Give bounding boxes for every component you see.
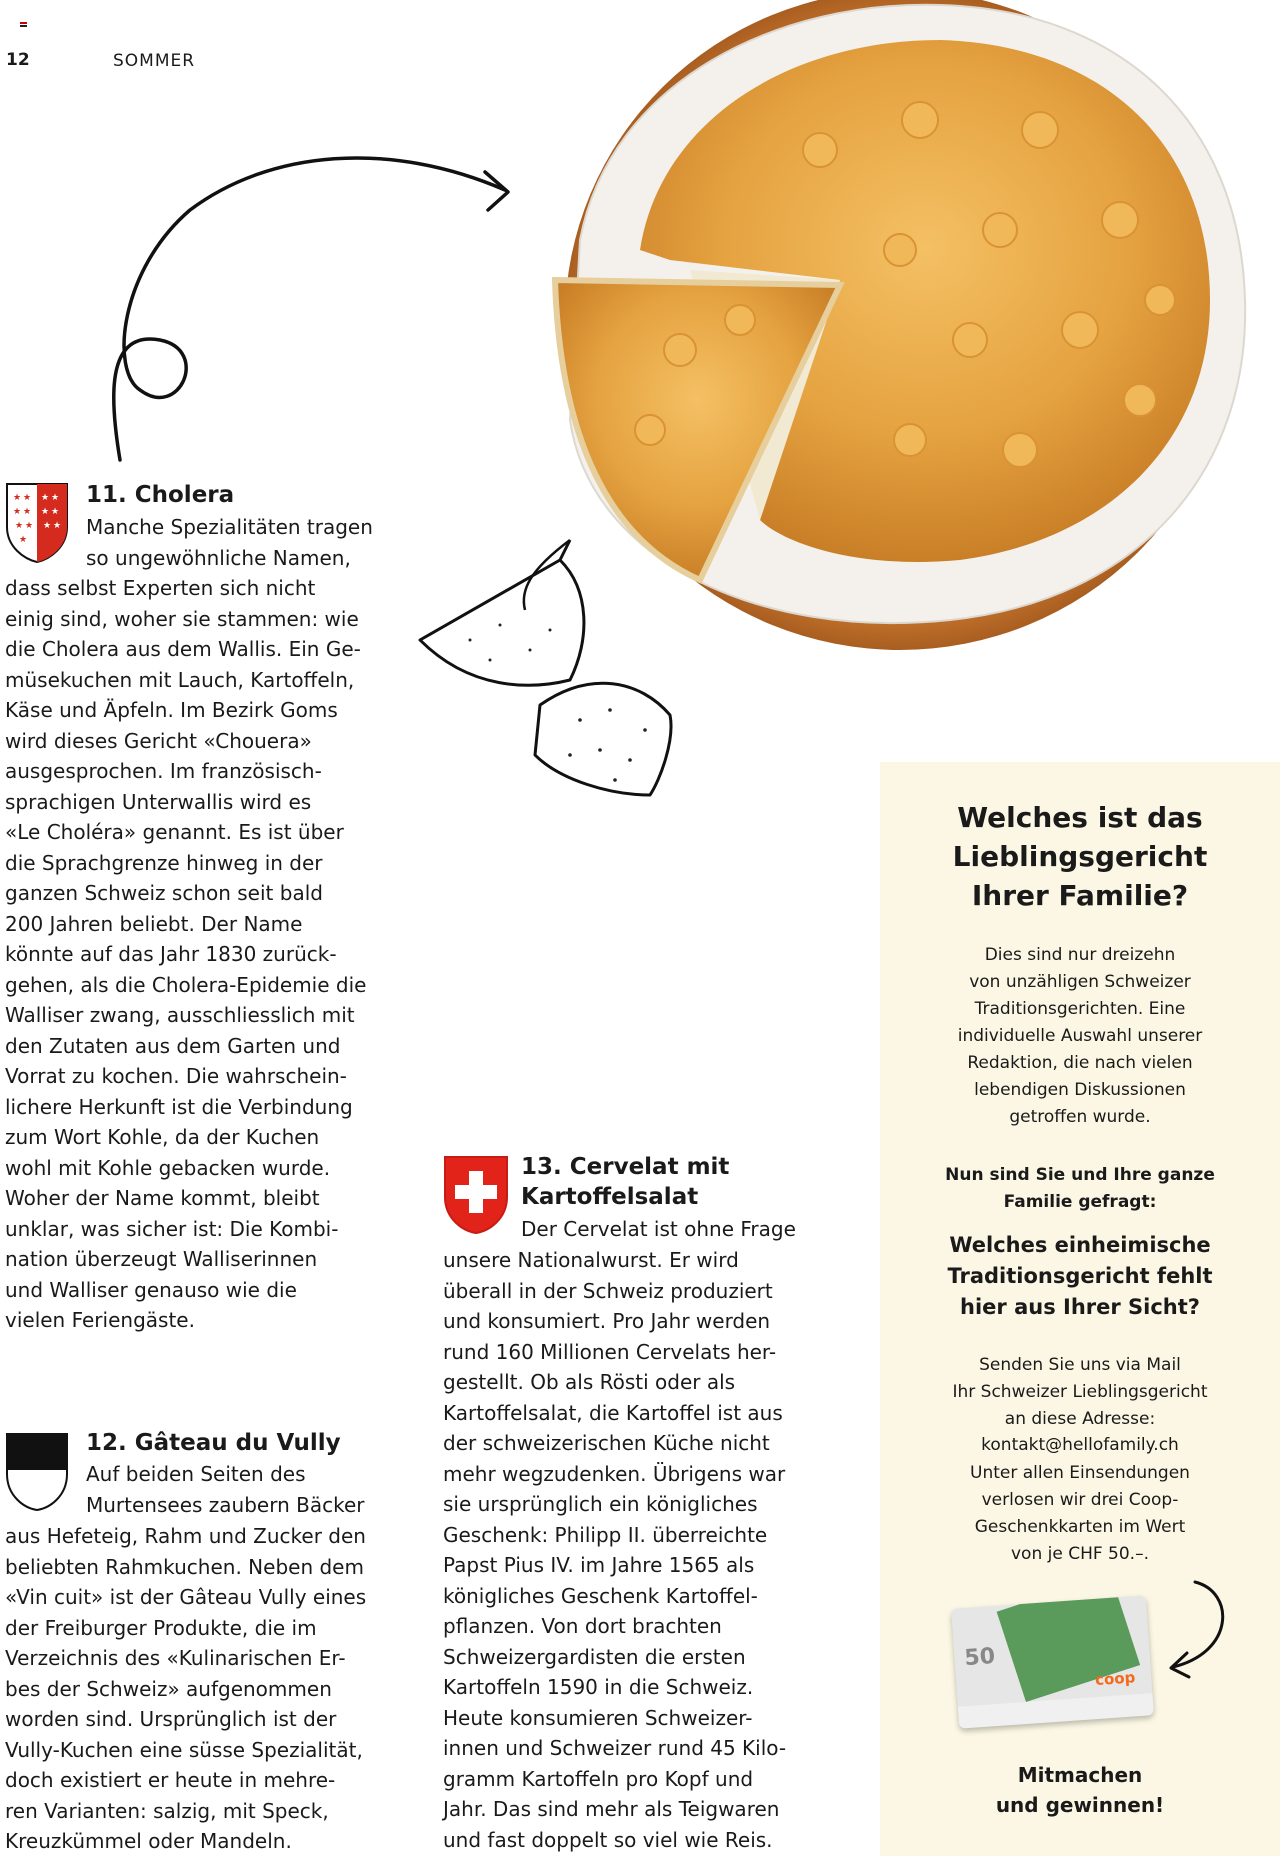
- svg-text:★: ★: [53, 521, 62, 531]
- page-number: 12: [6, 50, 30, 70]
- card-footer-strip: [958, 1693, 1154, 1729]
- sidebar-prompt: Nun sind Sie und Ihre ganze Familie gefragt:: [945, 1165, 1215, 1212]
- article-11-title: 11. Cholera: [86, 482, 235, 508]
- card-value: 50: [963, 1644, 996, 1672]
- sidebar-question: Welches einheimische Traditionsgericht fehlt hier aus Ihrer Sicht?: [947, 1233, 1213, 1319]
- svg-text:★: ★: [15, 521, 24, 531]
- wallis-crest-icon: [5, 482, 69, 564]
- coop-gift-card: [951, 1595, 1154, 1728]
- svg-text:★: ★: [23, 493, 32, 503]
- article-13-body: unsere Nationalwurst. Er wird überall in der Schweiz produziert und konsumiert. Pro Jahr werden rund 160 Millionen Cervelats her- gestellt. Ob als Rösti oder als Kartoffelsalat, die Kartoffel ist aus der schweizerischen Küche nicht mehr wegzudenken. Übrigens war sie ursprünglich ein königliches Geschenk: Philipp II. überreichte Papst Pius IV. im Jahre 1565 als königliches Geschenk Kartoffel- pflanzen. Von dort brachten Schweizergardisten die ersten Kartoffeln 1590 in die Schweiz. Heute konsumieren Schweizer- innen und Schweizer rund 45 Kilo- gramm Kartoffeln pro Kopf und Jahr. Das sind mehr als Teigwaren und fast doppelt so viel wie Reis.: [443, 1248, 787, 1852]
- article-11-body: dass selbst Experten sich nicht einig sind, woher sie stammen: wie die Cholera aus dem Wallis. Ein Ge- müsekuchen mit Lauch, Kartoffeln, Käse und Äpfeln. Im Bezirk Goms wird dieses Gericht «Chouera» ausgesprochen. Im französisch- sprachigen Unterwallis wird es «Le Choléra» genannt. Es ist über die Sprachgrenze hinweg in der ganzen Schweiz schon seit bald 200 Jahren beliebt. Der Name könnte auf das Jahr 1830 zurück- gehen, als die Cholera-Epidemie die Walliser zwang, ausschliesslich mit den Zutaten aus dem Garten und Vorrat zu kochen. Die wahrschein- lichere Herkunft ist die Verbindung zum Wort Kohle, da der Kuchen wohl mit Kohle gebacken wurde. Woher der Name kommt, bleibt unklar, was sicher ist: Die Kombi- nation überzeugt Walliserinnen und Walliser genauso wie die vielen Feriengäste.: [5, 576, 367, 1332]
- corner-mark-icon: [20, 14, 27, 21]
- article-13-lead: Der Cervelat ist ohne Frage: [521, 1217, 796, 1241]
- sidebar-cta: Mitmachen und gewinnen!: [995, 1763, 1165, 1817]
- article-12-title: 12. Gâteau du Vully: [86, 1430, 341, 1456]
- sidebar-prize-text: Unter allen Einsendungen verlosen wir drei Coop- Geschenkkarten im Wert von je CHF 50.–.: [970, 1463, 1190, 1564]
- svg-text:★: ★: [51, 493, 60, 503]
- svg-text:★: ★: [41, 507, 50, 517]
- svg-text:★: ★: [19, 535, 28, 545]
- article-12-lead: Auf beiden Seiten des Murtensees zaubern Bäcker: [86, 1462, 365, 1517]
- article-13-title-line2: Kartoffelsalat: [521, 1184, 699, 1210]
- svg-text:★: ★: [13, 507, 22, 517]
- article-13-title-line1: 13. Cervelat mit: [521, 1154, 730, 1180]
- svg-text:★: ★: [41, 493, 50, 503]
- sidebar-title: Welches ist das Lieblingsgericht Ihrer Familie?: [952, 801, 1208, 912]
- contest-sidebar: [880, 762, 1280, 1856]
- curved-arrow-icon: [100, 140, 520, 470]
- cheese-sketch-illustration: [410, 530, 710, 810]
- svg-text:★: ★: [23, 507, 32, 517]
- swiss-crest-icon: [443, 1155, 509, 1235]
- sidebar-send-text: Senden Sie uns via Mail Ihr Schweizer Lieblingsgericht an diese Adresse:: [952, 1355, 1208, 1429]
- contact-email-link[interactable]: kontakt@hellofamily.ch: [981, 1435, 1179, 1455]
- article-11-lead: Manche Spezialitäten tragen so ungewöhnliche Namen,: [86, 515, 373, 570]
- section-title: SOMMER: [113, 51, 196, 71]
- sidebar-intro: Dies sind nur dreizehn von unzähligen Schweizer Traditionsgerichten. Eine individuelle Auswahl unserer Redaktion, die nach vielen lebendigen Diskussionen getroffen wurde.: [957, 945, 1203, 1127]
- svg-text:★: ★: [43, 521, 52, 531]
- article-12-body: aus Hefeteig, Rahm und Zucker den beliebten Rahmkuchen. Neben dem «Vin cuit» ist der Gâteau Vully eines der Freiburger Produkte, die im Verzeichnis des «Kulinarischen Er- bes der Schweiz» aufgenommen worden sind. Ursprünglich ist der Vully-Kuchen eine süsse Spezialität, doch existiert er heute in mehre- ren Varianten: salzig, mit Speck, Kreuzkümmel oder Mandeln.: [5, 1524, 367, 1853]
- fribourg-crest-icon: [5, 1432, 69, 1512]
- svg-text:★: ★: [25, 521, 34, 531]
- card-brand: coop: [1094, 1668, 1136, 1690]
- curved-arrow-icon: [1165, 1577, 1245, 1687]
- svg-text:★: ★: [51, 507, 60, 517]
- svg-text:★: ★: [13, 493, 22, 503]
